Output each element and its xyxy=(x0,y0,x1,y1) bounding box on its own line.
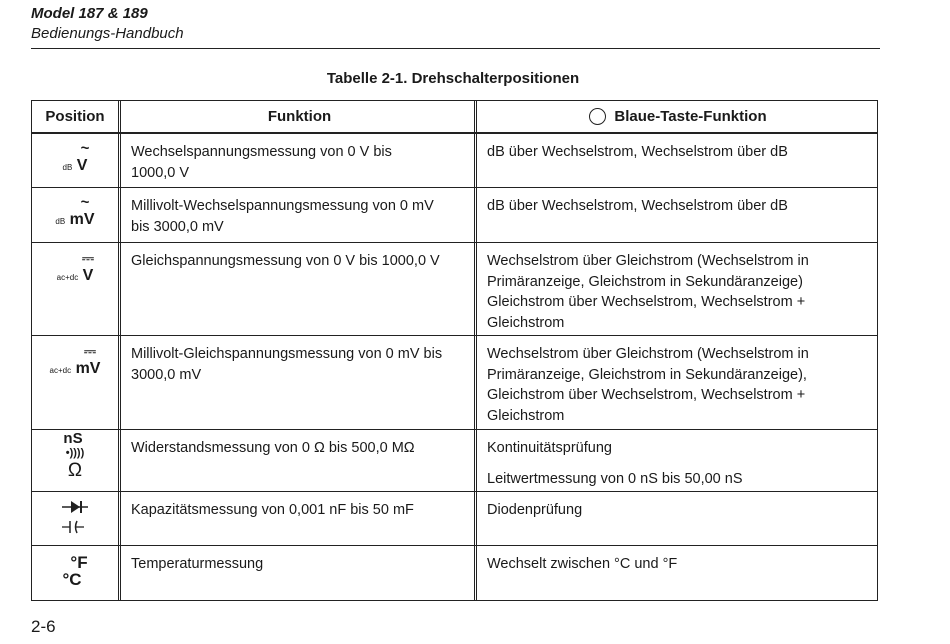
ohm-icon: Ω xyxy=(67,460,83,481)
function-cell: Wechselspannungsmessung von 0 V bis 1000,0 V xyxy=(131,144,392,181)
blue-function-cell: Kontinuitätsprüfung Leitwertmessung von 0 nS bis 50,00 nS xyxy=(487,440,743,487)
position-symbol-db-acv: ~ dB V xyxy=(32,134,118,187)
column-header-blue-key xyxy=(479,101,877,132)
position-symbol-temperature xyxy=(32,546,118,600)
table-row xyxy=(32,491,877,545)
table-row xyxy=(32,187,877,242)
table-row xyxy=(32,429,877,491)
column-header-position: Position xyxy=(45,108,105,125)
function-cell: Kapazitätsmessung von 0,001 nF bis 50 mF xyxy=(131,502,414,518)
table-header-row xyxy=(32,101,877,134)
column-header-blue-label: Blaue-Taste-Funktion xyxy=(614,107,767,125)
dc-symbol-icon: ⎓ xyxy=(82,250,94,267)
blue-button-circle-icon xyxy=(589,108,606,125)
header-divider xyxy=(31,48,880,49)
capacitor-icon xyxy=(62,520,84,534)
ac-tilde-icon: ~ xyxy=(80,140,90,157)
position-symbol-acdc-mv: ⎓ ac+dc mV xyxy=(32,336,118,429)
blue-function-cell: Diodenprüfung xyxy=(487,502,583,518)
fahrenheit-icon: °F xyxy=(70,553,88,572)
document-subtitle: Bedienungs-Handbuch xyxy=(31,25,184,42)
function-cell: Millivolt-Wechselspannungsmessung von 0 mV bis 3000,0 mV xyxy=(131,198,434,235)
table-row xyxy=(32,242,877,335)
table-row xyxy=(32,545,877,600)
table-title: Tabelle 2-1. Drehschalterpositionen xyxy=(326,70,580,87)
position-symbol-ohm xyxy=(32,430,118,491)
position-symbol-db-acmv: ~ dB mV xyxy=(32,188,118,242)
page-number: 2-6 xyxy=(31,617,56,636)
function-cell: Widerstandsmessung von 0 Ω bis 500,0 MΩ xyxy=(131,440,415,456)
nanosiemens-label: nS xyxy=(63,430,83,447)
ac-tilde-icon: ~ xyxy=(80,194,90,211)
column-header-function: Funktion xyxy=(267,108,332,125)
position-symbol-acdc-v: ⎓ ac+dc V xyxy=(32,243,118,335)
position-symbol-diode-capacitor xyxy=(32,492,118,545)
celsius-icon: °C xyxy=(62,570,82,589)
table-row xyxy=(32,134,877,187)
table-row xyxy=(32,335,877,429)
dc-symbol-icon: ⎓ xyxy=(84,343,96,360)
diode-icon xyxy=(62,500,88,514)
function-cell: Millivolt-Gleichspannungsmessung von 0 mV bis 3000,0 mV xyxy=(131,346,443,383)
document-model-title: Model 187 & 189 xyxy=(31,5,148,22)
blue-function-cell: Wechselt zwischen °C und °F xyxy=(487,556,678,572)
function-cell: Temperaturmessung xyxy=(131,556,264,572)
function-cell: Gleichspannungsmessung von 0 V bis 1000,0 V xyxy=(131,253,440,269)
continuity-beeper-icon: •)))) xyxy=(65,447,85,459)
blue-function-cell: dB über Wechselstrom, Wechselstrom über dB xyxy=(487,144,788,160)
blue-function-cell: Wechselstrom über Gleichstrom (Wechselstrom in Primäranzeige, Gleichstrom in Sekundäranzeige) Gleichstrom über Wechselstrom, Wechselstrom + Gleichstrom xyxy=(487,253,809,331)
blue-function-cell: Wechselstrom über Gleichstrom (Wechselstrom in Primäranzeige, Gleichstrom in Sekundäranzeige), Gleichstrom über Wechselstrom, Wechselstrom + Gleichstrom xyxy=(487,346,809,424)
switch-position-table xyxy=(31,100,878,601)
blue-function-cell: dB über Wechselstrom, Wechselstrom über dB xyxy=(487,198,788,214)
